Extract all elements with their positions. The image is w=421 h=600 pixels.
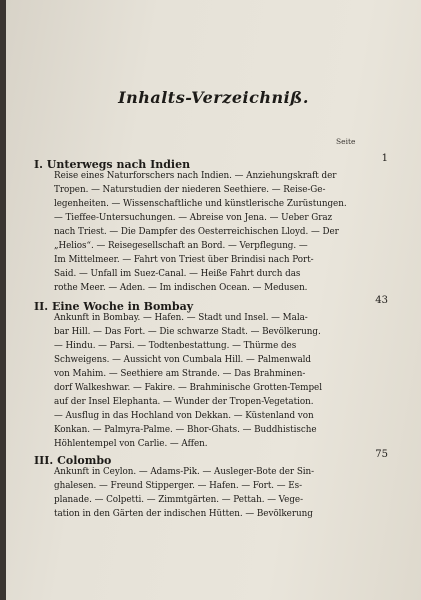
toc-section-title: II. Eine Woche in Bombay [34, 300, 194, 313]
summary-line: Said. — Unfall im Suez-Canal. — Heiße Fahrt durch das [54, 269, 301, 279]
summary-line: „Helios“. — Reisegesellschaft an Bord. — Verpflegung. — [54, 241, 308, 251]
summary-line: bar Hill. — Das Fort. — Die schwarze Stadt. — Bevölkerung. [54, 327, 321, 337]
summary-line: von Mahim. — Seethiere am Strande. — Das Brahminen- [54, 369, 306, 379]
summary-line: planade. — Colpetti. — Zimmtgärten. — Pettah. — Vege- [54, 495, 303, 505]
toc-section-summary [34, 169, 372, 295]
summary-line: rothe Meer. — Aden. — Im indischen Ocean. — Medusen. [54, 283, 308, 293]
toc-section-2 [34, 295, 388, 451]
book-page [6, 0, 421, 600]
toc-section-header [34, 449, 388, 467]
toc-page-number: 1 [381, 153, 388, 164]
page-title: Inhalts-Verzeichniß. [118, 88, 309, 107]
summary-line: Ankunft in Ceylon. — Adams-Pik. — Ausleger-Bote der Sin- [54, 467, 315, 477]
summary-line: Schweigens. — Aussicht von Cumbala Hill. — Palmenwald [54, 355, 312, 365]
summary-line: Reise eines Naturforschers nach Indien. — Anziehungskraft der [54, 171, 337, 181]
summary-line: nach Triest. — Die Dampfer des Oesterreichischen Lloyd. — Der [54, 227, 339, 237]
summary-line: — Tieffee-Untersuchungen. — Abreise von Jena. — Ueber Graz [54, 213, 333, 223]
seite-label: Seite [336, 137, 356, 146]
toc-section-title: III. Colombo [34, 454, 112, 467]
toc-section-header [34, 295, 388, 313]
toc-section-title: I. Unterwegs nach Indien [34, 158, 191, 171]
summary-line: Höhlentempel von Carlie. — Affen. [54, 439, 208, 449]
toc-section-3 [34, 449, 388, 521]
summary-line: Ankunft in Bombay. — Hafen. — Stadt und Insel. — Mala- [54, 313, 308, 323]
summary-line: Im Mittelmeer. — Fahrt von Triest über Brindisi nach Port- [54, 255, 314, 265]
toc-section-summary [34, 465, 372, 521]
toc-page-number: 75 [375, 449, 388, 460]
summary-line: legenheiten. — Wissenschaftliche und künstlerische Zurüstungen. [54, 199, 347, 209]
summary-line: Konkan. — Palmyra-Palme. — Bhor-Ghats. — Buddhistische [54, 425, 317, 435]
summary-line: tation in den Gärten der indischen Hütten. — Bevölkerung [54, 509, 313, 519]
summary-line: ghalesen. — Freund Stipperger. — Hafen. — Fort. — Es- [54, 481, 303, 491]
toc-section-1 [34, 153, 388, 295]
summary-line: — Ausflug in das Hochland von Dekkan. — Küstenland von [54, 411, 314, 421]
summary-line: auf der Insel Elephanta. — Wunder der Tropen-Vegetation. [54, 397, 314, 407]
summary-line: dorf Walkeshwar. — Fakire. — Brahminische Grotten-Tempel [54, 383, 322, 393]
summary-line: Tropen. — Naturstudien der niederen Seethiere. — Reise-Ge- [54, 185, 326, 195]
summary-line: — Hindu. — Parsi. — Todtenbestattung. — Thürme des [54, 341, 297, 351]
toc-section-summary [34, 311, 372, 451]
toc-page-number: 43 [375, 295, 388, 306]
toc-section-header [34, 153, 388, 171]
